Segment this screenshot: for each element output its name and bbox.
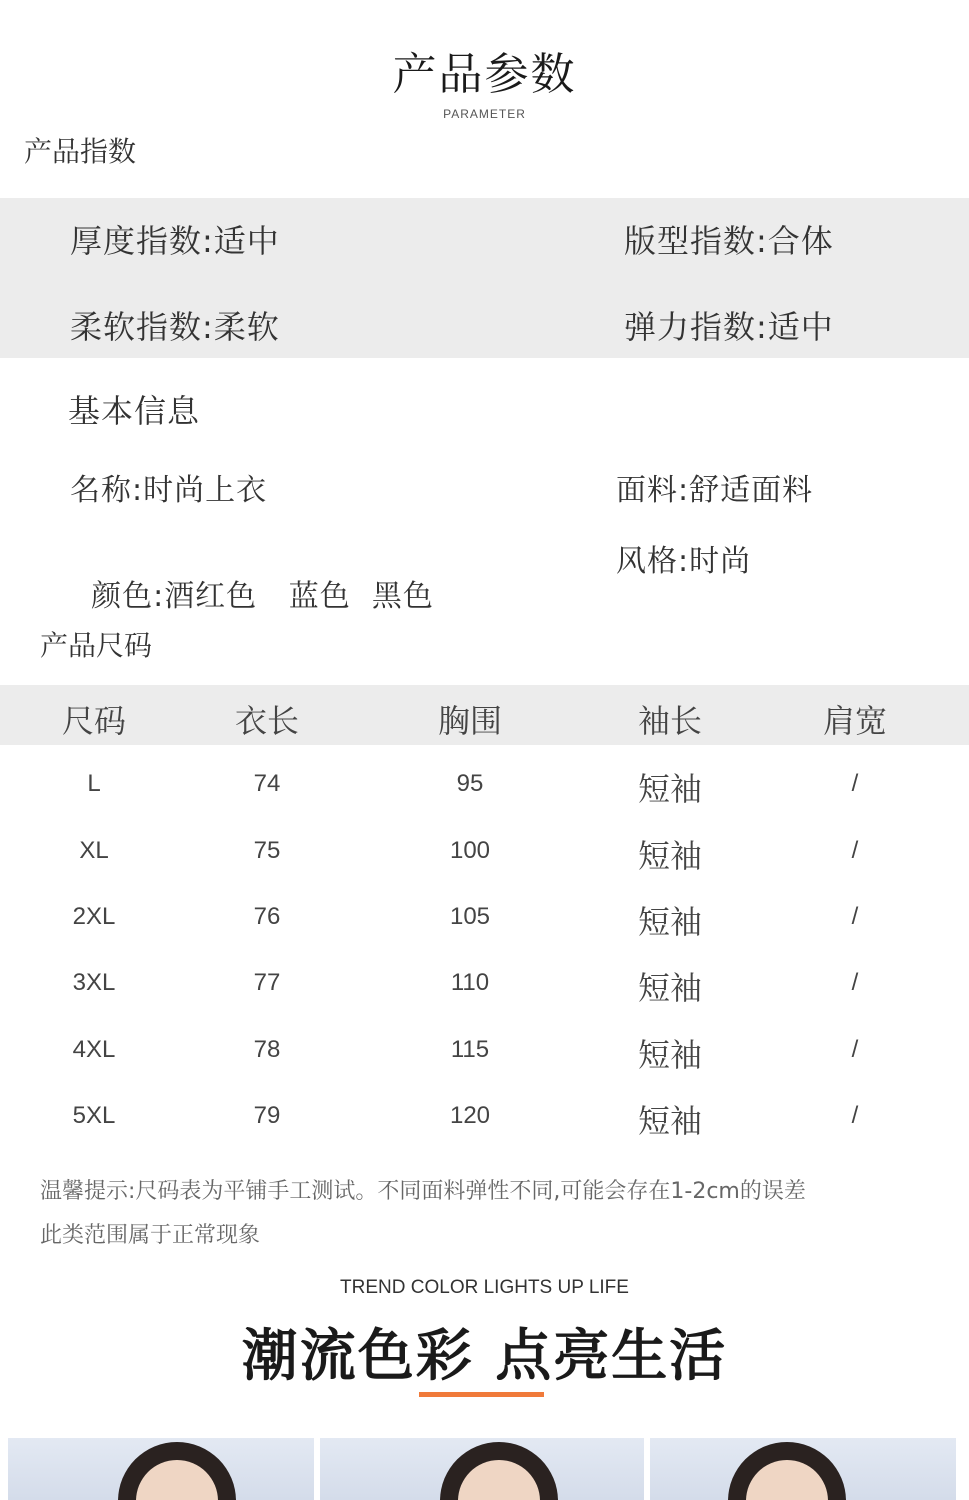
model-photo-2 <box>320 1438 644 1500</box>
model-photo-1 <box>8 1438 314 1500</box>
table-cell-size: 3XL <box>72 969 116 996</box>
index-label: 弹力指数: <box>624 308 768 346</box>
info-value: 酒红色 蓝色 黑色 <box>164 579 434 614</box>
col-header-shoulder: 肩宽 <box>822 702 887 740</box>
table-cell-sleeve: 短袖 <box>637 1102 702 1140</box>
index-label: 柔软指数: <box>70 308 214 346</box>
table-cell-sleeve: 短袖 <box>637 903 702 941</box>
index-value: 柔软 <box>213 308 280 346</box>
table-cell-size: XL <box>79 837 109 864</box>
size-note-line-1: 温馨提示:尺码表为平铺手工测试。不同面料弹性不同,可能会存在1-2cm的误差 <box>40 1179 806 1204</box>
table-cell-shoulder: / <box>851 969 859 996</box>
table-cell-sleeve: 短袖 <box>637 969 702 1007</box>
table-cell-length: 74 <box>253 770 281 797</box>
size-note <box>40 1170 940 1258</box>
table-cell-sleeve: 短袖 <box>637 837 702 875</box>
table-cell-length: 77 <box>253 969 281 996</box>
col-header-chest: 胸围 <box>437 702 502 740</box>
table-cell-chest: 110 <box>450 969 490 996</box>
info-label: 颜色: <box>91 579 165 614</box>
info-item-name <box>70 465 267 509</box>
info-label: 名称: <box>70 473 144 508</box>
table-cell-size: 4XL <box>72 1036 116 1063</box>
info-item-color <box>70 536 434 615</box>
index-item-softness <box>70 302 280 348</box>
col-header-sleeve: 袖长 <box>637 702 702 740</box>
table-cell-length: 75 <box>253 837 281 864</box>
accent-divider <box>419 1392 544 1397</box>
trend-english-title: TREND COLOR LIGHTS UP LIFE <box>340 1277 629 1298</box>
size-table-heading: 产品尺码 <box>40 629 153 662</box>
info-value: 时尚上衣 <box>143 473 268 508</box>
table-cell-shoulder: / <box>851 1036 859 1063</box>
info-value: 舒适面料 <box>689 473 814 508</box>
col-header-length: 衣长 <box>234 702 299 740</box>
table-cell-length: 78 <box>253 1036 281 1063</box>
table-cell-chest: 115 <box>450 1036 490 1063</box>
index-heading: 产品指数 <box>24 135 137 168</box>
info-label: 面料: <box>616 473 690 508</box>
table-cell-chest: 120 <box>449 1102 491 1129</box>
table-cell-length: 79 <box>253 1102 281 1129</box>
table-cell-length: 76 <box>253 903 281 930</box>
page-title: 产品参数 <box>392 49 577 100</box>
table-cell-size: L <box>87 770 101 797</box>
table-cell-sleeve: 短袖 <box>637 770 702 808</box>
table-cell-sleeve: 短袖 <box>637 1036 702 1074</box>
table-cell-size: 5XL <box>72 1102 116 1129</box>
size-note-line-2: 此类范围属于正常现象 <box>40 1223 261 1248</box>
index-label: 版型指数: <box>624 222 768 260</box>
info-item-style <box>616 536 751 580</box>
table-cell-chest: 100 <box>449 837 491 864</box>
table-cell-shoulder: / <box>851 837 859 864</box>
index-item-thickness <box>70 216 280 262</box>
page-subtitle: PARAMETER <box>443 107 526 121</box>
index-item-fit <box>624 216 834 262</box>
col-header-size: 尺码 <box>61 702 126 740</box>
info-label: 风格: <box>616 544 690 579</box>
info-item-fabric <box>616 465 813 509</box>
index-label: 厚度指数: <box>70 222 214 260</box>
index-value: 适中 <box>213 222 280 260</box>
info-value: 时尚 <box>689 544 752 579</box>
table-cell-shoulder: / <box>851 770 859 797</box>
table-cell-chest: 105 <box>449 903 491 930</box>
index-item-elasticity <box>624 302 834 348</box>
trend-chinese-title: 潮流色彩 点亮生活 <box>241 1324 728 1389</box>
table-cell-shoulder: / <box>851 1102 859 1129</box>
index-value: 合体 <box>767 222 834 260</box>
basic-info-heading: 基本信息 <box>68 392 201 430</box>
table-cell-size: 2XL <box>72 903 116 930</box>
table-cell-chest: 95 <box>456 770 484 797</box>
index-value: 适中 <box>767 308 834 346</box>
table-cell-shoulder: / <box>851 903 859 930</box>
model-photo-3 <box>650 1438 956 1500</box>
